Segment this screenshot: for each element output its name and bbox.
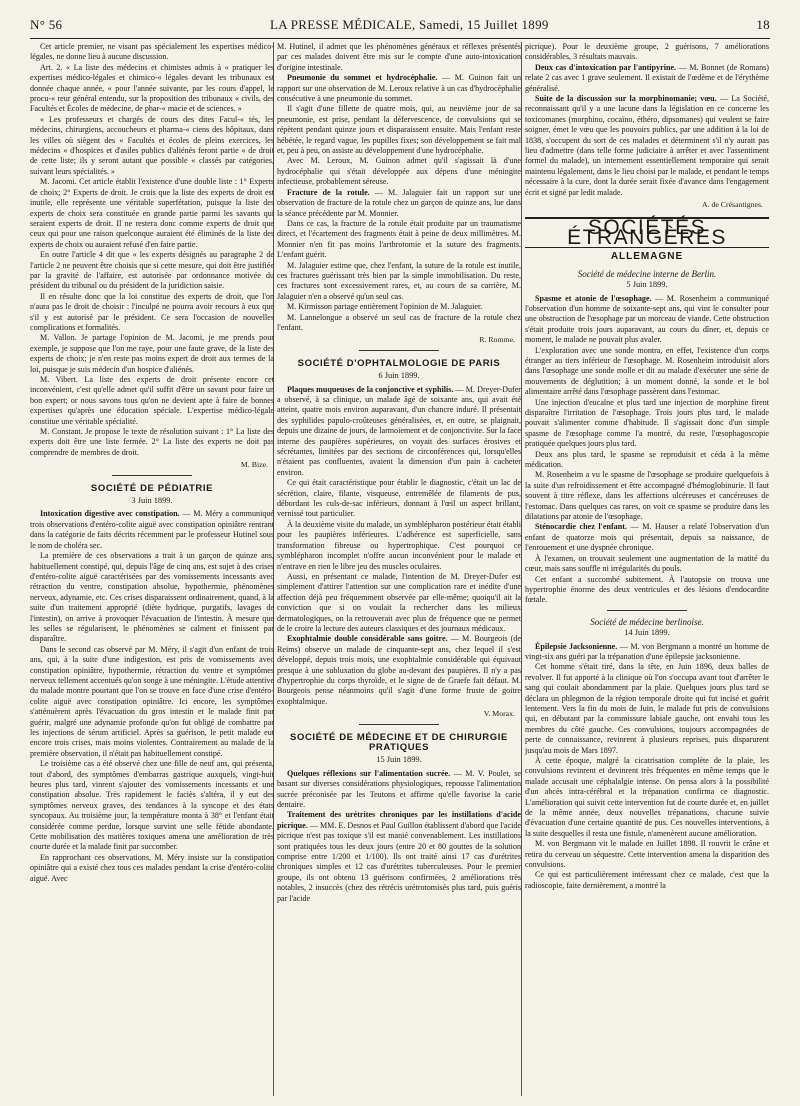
paragraph xyxy=(277,810,521,904)
article-title: Deux cas d'intoxication par l'antipyrine. xyxy=(535,62,677,72)
paragraph xyxy=(277,634,521,707)
paragraph: M. Lannelongue a observé un seul cas de fracture de la rotule chez l'enfant. xyxy=(277,312,521,332)
paragraph xyxy=(277,73,521,104)
page-number: 18 xyxy=(756,17,770,32)
article-text: — M. Guinon fait un rapport sur une observation de M. Leroux relative à un cas d'hydrocéphalie consécutive à une pneumonie du sommet. xyxy=(277,73,521,104)
article-title: Exophtalmie double considérable sans goitre. xyxy=(287,634,448,644)
signature: V. Morax. xyxy=(483,709,515,719)
paragraph: M. Jacomi. Cet article établit l'existence d'une double liste : 1° Experts de choix; 2° Experts de droit. Je crois que la liste des experts de droit est inutile, elle représente une véritable superfétation, puisque la liste des experts de choix sera constituée en grande partie parmi les savants qui seraient experts de droit. Il ne restera donc comme experts de droit que ceux qui pour une raison quelconque auraient été éliminés de la liste des experts de choix ou auraient refusé d'en faire partie. xyxy=(30,177,274,249)
paragraph: Le troisième cas a été observé chez une fille de neuf ans, qui présenta, tout d'abord, des symptômes d'embarras gastrique auxquels, vingt-huit heures plus tard, vinrent s'ajouter des vomissements incessants et une constipation absolue. Très rapidement le faciès s'altéra, il y eut des symptômes nerveux graves, des tendances à la syncope et des états syncopaux. Au troisième jour, la température monta à 38° et l'enfant était considérée comme perdue, lorsque survint une selle fétide abondante. Cette mobilisation des matières toxiques amena une amélioration de très courte durée et la malade finit par succomber. xyxy=(30,759,274,852)
article-text: — M. von Bergmann a montré un homme de vingt-six ans guéri par la trépanation d'une épilepsie jacksonienne. xyxy=(525,641,769,661)
separator xyxy=(359,724,439,725)
paragraph: En outre l'article 4 dit que « les experts désignés au paragraphe 2 de l'article 2 ne peuvent être choisis que si cette mesure, qui doit être justifiée par la gravité de l'affaire, est autorisée par ordonnance motivée du président du tribunal ou du président de la juridiction saisie. xyxy=(30,250,274,291)
paragraph: picrique). Pour le deuxième groupe, 2 guérisons, 7 améliorations considérables, 3 résultats mauvais. xyxy=(525,42,769,62)
article-title: Traitement des urétrites chroniques par les instillations d'acide picrique. xyxy=(277,810,521,830)
paragraph xyxy=(525,642,769,663)
article-text: — M. Jalaguier fait un rapport sur une observation de fracture de la rotule chez un garçon de quinze ans, lue dans la séance précédente par M. Monnier. xyxy=(277,187,521,218)
article-title: Sténocardie chez l'enfant. xyxy=(535,522,627,532)
paragraph: M. Vallon. Je partage l'opinion de M. Jacomi, je me prends pour exemple, je suppose que l'on me raye, pour une faute grave, de la liste des experts de choix; je n'en reste pas moins expert de droit aux termes de la loi, puisque je suis médecin d'un hospice d'aliénés. xyxy=(30,333,274,374)
article-text: — M. Rosenheim a communiqué l'observation d'un homme de soixante-sept ans, qui vint le consulter pour une obstruction de l'œsophage par un morceau de viande. Cette obstruction s'était produite trois jours auparavant, au cours du dîner, et, depuis ce moment, le malade ne pouvait plus avaler. xyxy=(525,293,769,345)
section-date: 3 Juin 1899. xyxy=(131,496,173,506)
paragraph: Ce qui est particulièrement intéressant chez ce malade, c'est que la radioscopie, faite dernièrement, a montré la xyxy=(525,870,769,890)
section-date: 14 Juin 1899. xyxy=(624,628,670,638)
paragraph: Art. 2. « La liste des médecins et chimistes admis à « pratiquer les expertises médico-légales et chimico-« légales devant les tribunaux est donnée chaque année, « pour l'année suivante, par les cours d'appel, le procu-« reur général entendu, sur la proposition des tribunaux « civils, des Facultés et Écoles de médecine, de phar-« macie et de sciences. » xyxy=(30,62,274,114)
paragraph xyxy=(525,522,769,553)
section-title: SOCIÉTÉ DE PÉDIATRIE xyxy=(90,482,214,494)
section-date: 5 Juin 1899. xyxy=(626,280,668,290)
column-1 xyxy=(30,42,274,1094)
signature: M. Bize. xyxy=(240,460,268,470)
paragraph: Aussi, en présentant ce malade, l'intention de M. Dreyer-Dufer est simplement d'attirer l'attention sur une complication rare et inédite d'une affection déjà peu fréquemment observée par elle-même; quoiqu'il ait la conviction que si on voulait la rechercher dans les milieux dermatologiques, on la retrouverait avec plus de fréquence que ne permet de le croire la lecture des auteurs classiques et des journaux médicaux. xyxy=(277,571,521,633)
paragraph xyxy=(277,188,521,219)
article-text: — MM. E. Desnos et Paul Guillon établissent d'abord que l'acide picrique n'est pas toxique s'il est manié convenablement. Les instillations sont pratiquées tous les deux jours (entre 20 et 80 gouttes de la solution comprise entre 1/200 et 1/100). Ils ont traité ainsi 17 cas d'urétrites chroniques simples et 12 cas d'urétrites tuberculeuses. Pour le premier groupe, ils ont obtenu 13 guérisons confirmées, 2 améliorations très notables, 2 insuccès (chez des rétrécis urétrotomisés plus tard, puis guéris par l'acide xyxy=(277,820,521,903)
section-date: 6 Juin 1899. xyxy=(378,371,420,381)
article-text: — M. Bonnet (de Romans) relate 2 cas avec 1 grave seulement. Il existait de l'œdème et de l'érythème généralisé. xyxy=(525,62,769,93)
paragraph xyxy=(277,385,521,479)
header-rule xyxy=(30,38,770,39)
article-text: — M. Dreyer-Dufer a observé, à sa clinique, un malade âgé de soixante ans, qui avait été atteint, quatre mois environ auparavant, d'un chancre induré. Il présentait des syphilides papulo-croûteuses généralisées, et, en outre, se plaignait, depuis une dizaine de jours, de larmoiement et de conjonctivite. Sur la face interne des paupières supérieures, on voyait des surfaces érosives et sécrétantes, limitées par des sections de circonférences qui, lorsqu'elles n'étaient pas confluentes, avaient la dimension d'un pain à cacheter environ. xyxy=(277,384,521,477)
paragraph: Ce qui était caractéristique pour établir le diagnostic, c'était un lac de sécrétion, claire, filante, visqueuse, entremêlée de filaments de pus, débordant les culs-de-sac inférieurs, donnant à l'œil un aspect brillant, vernissé tout particulier. xyxy=(277,478,521,519)
society-name: Société de médecine berlinoise. xyxy=(590,616,704,627)
article-text: — M. Bourgeois (de Reims) observe un malade de cinquante-sept ans, chez lequel il s'est développé, depuis trois mois, une exophtalmie considérable qui équivaut presque à une subluxation du globe au-devant des paupières. Il n'y a pas d'hypertrophie du corps thyroïde, et le signe de de Graefe fait défaut. M. Bourgeois pense néanmoins qu'il s'agit d'une forme fruste de goitre exophtalmique. xyxy=(277,634,521,706)
article-text: — La Société, reconnaissant qu'il y a une lacune dans la législation en ce concerne les toxicomanes (morphino, cocaïno, éthéro, dipsomanes) qui veulent se faire soigner, émet le vœu que les pouvoirs publics, par une addition à la loi de 1838, s'occupent du sort de ces malades et déterminent s'il n'y aurait pas lieu d'admettre (dans telle forme judiciaire à arrêter et avec l'assentiment formel du malade), un internement essentiellement temporaire qui serait maintenu légalement, dans le lieu choisi par le malade, et pendant le temps nécessaire à la cure, dont la durée serait fixée d'avance dans l'engagement écrit et signé par ledit malade. xyxy=(525,94,769,197)
article-text: — M. V. Poulet, se basant sur diverses considérations physiologiques, repousse l'alimentation sucrée préconisée par les Teutons et affirme qu'elle favorise la carie dentaire. xyxy=(277,768,521,810)
paragraph: À l'examen, on trouvait seulement une augmentation de la matité du cœur, mais sans souffle ni irrégularités du pouls. xyxy=(525,553,769,574)
paragraph xyxy=(525,63,769,94)
page-header xyxy=(30,14,770,36)
signature: A. de Crésantignes. xyxy=(701,200,763,210)
paragraph: À la deuxième visite du malade, un symblépharon postérieur était établi pour les paupières inférieures. L'adhérence est superficielle, sans transformation fibreuse ou hypertrophique. C'est pourquoi ce symblépharon incomplet n'offre aucun inconvénient pour le malade et n'entrave en rien le libre jeu des muscles oculaires. xyxy=(277,519,521,571)
column-2 xyxy=(277,42,521,1094)
paragraph: M. Jalaguier estime que, chez l'enfant, la suture de la rotule est inutile, ces fractures guérissant très bien par la simple immobilisation. Du reste, ces fractures sont excessivement rares, et, au cours de sa carrière, M. Jalaguier n'en a observé qu'un seul cas. xyxy=(277,260,521,301)
paragraph: Il s'agit d'une fillette de quatre mois, qui, au neuvième jour de sa pneumonie, est prise, pendant la défervescence, de convulsions qui se répètent pendant quinze jours et disparaissent ensuite. Mais l'enfant reste hébétée, le regard vague, les pupilles fixes; son développement se fait mal et, peu à peu, on assiste au développement d'une hydrocéphalie. xyxy=(277,104,521,156)
paragraph: Une injection d'eucaïne et plus tard une injection de morphine firent disparaître l'irritation de l'œsophage. Trois jours plus tard, le malade pouvait s'alimenter comme d'habitude. Il s'agissait donc d'un simple spasme de l'œsophage comme l'a montré, du reste, l'œsophagoscopie pratiquée quelques jours plus tard. xyxy=(525,397,769,449)
article-text: — M. Hauser a relaté l'observation d'un enfant de quatorze mois qui présentait, depuis sa naissance, de l'enrouement et une dyspnée chronique. xyxy=(525,522,769,553)
paragraph: Cet enfant a succombé subitement. À l'autopsie on trouva une hypertrophie énorme des deux ventricules et des lésions d'endocardite fœtale. xyxy=(525,574,769,605)
paragraph: En rapprochant ces observations, M. Méry insiste sur la constipation opiniâtre qui a existé chez tous ces malades pendant la crise d'entéro-colite aiguë. Avec xyxy=(30,852,274,883)
separator xyxy=(607,610,687,611)
column-3 xyxy=(525,42,769,1094)
paragraph: « Les professeurs et chargés de cours des dites Facul-« tés, les médecins, chirurgiens, accoucheurs et pharma-« ciens des hôpitaux, dans les villes où siègent des « Facultés et écoles de pleins exercices, les médecins « d'hospices et d'asiles publics d'aliénés feront partie « de droit de cette liste; ils y seront autant que possible « classés par catégories, suivant leurs spécialités. » xyxy=(30,114,274,176)
paragraph: M. Constant. Je propose le texte de résolution suivant : 1° La liste des experts doit être une liste fermée. 2° La liste des experts ne doit pas comprendre de membres de droit. xyxy=(30,427,274,457)
paragraph xyxy=(30,509,274,551)
separator xyxy=(359,350,439,351)
signature: R. Romme. xyxy=(479,335,515,345)
article-title: Suite de la discussion sur la morphinomanie; vœu. xyxy=(535,94,717,104)
paragraph xyxy=(525,94,769,198)
paragraph: Cet article premier, ne visant pas spécialement les expertises médico-légales, ne donne lieu à aucune discussion. xyxy=(30,42,274,62)
article-title: Épilepsie Jacksonienne. xyxy=(535,641,618,651)
issue-number: N° 56 xyxy=(30,17,63,32)
paragraph: M. Vibert. La liste des experts de droit présente encore cet inconvénient, c'est qu'elle admet qu'il suffit d'être un savant pour faire un bon expert; or nous savons tous qu'on ne devient apte à faire de bonnes expertises qu'après une éducation spéciale. L'expertise médico-légale constitue une véritable spécialité. xyxy=(30,375,274,426)
paragraph: À cette époque, malgré la cicatrisation complète de la plaie, les convulsions revinrent et devinrent très fréquentes en même temps que le malade accusait une céphalalgie intense. On pensa alors à la possibilité d'un abcès intra-cérébral et la trépanation confirma ce diagnostic. L'amélioration qui suivit cette intervention fut de courte durée et, en juillet de la même année, deux nouvelles trépanations, chacune suivie d'évacuation d'une certaine quantité de pus. Ces nouvelles interventions, à la suite desquelles il resta une fistule, n'amenèrent aucune amélioration. xyxy=(525,756,769,838)
paragraph: Il en résulte donc que la loi constitue des experts de droit, que l'on n'aura pas le droit de choisir : l'inculpé ne pourra avoir recours à eux que s'il y est autorisé par le président. Ce sera l'occasion de nouvelles complications et formalités. xyxy=(30,291,274,332)
paragraph: L'exploration avec une sonde montra, en effet, l'existence d'un corps étranger au tiers inférieur de l'œsophage. M. Rosenheim introduisit alors dans l'œsophage une sonde molle et dit au malade d'exécuter une série de mouvements de déglutition; à un moment donné, la sonde et le bol alimentaire arrêté dans l'œsophage passèrent dans l'estomac. xyxy=(525,345,769,397)
separator xyxy=(112,475,192,476)
paragraph: Dans ce cas, la fracture de la rotule était produite par un traumatisme direct, et l'écartement des fragments était à peine de deux millimètres. M. Monnier n'en fit pas moins l'arthrotomie et la suture des fragments. L'enfant guérit. xyxy=(277,218,521,260)
paragraph: Deux ans plus tard, le spasme se reproduisit et céda à la même médication. xyxy=(525,449,769,470)
section-banner: SOCIÉTÉS ÉTRANGÈRES xyxy=(525,217,769,249)
paragraph: M. Rosenheim a vu le spasme de l'œsophage se produire quelquefois à la suite d'un refroidissement et être accompagné d'hémoglobinurie. Il faut souvent à titre réflexe, dans les affections ulcéreuses et cancéreuses de l'estomac. Dans quelques cas rares, on voit ce spasme se produire dans les dilatations par atonie de l'œsophage. xyxy=(525,470,769,522)
paragraph: M. von Bergmann vit le malade en Juillet 1898. Il rouvrit le crâne et retira du cerveau un séquestre. Cette intervention amena la disparition des convulsions. xyxy=(525,839,769,870)
article-text: — M. Méry a communiqué trois observations d'entéro-colite aiguë avec constipation opiniâtre rentrant dans la catégorie de faits décrits récemment par le professeur Hutinel sous le nom de choléra sec. xyxy=(30,509,274,550)
article-title: Spasme et atonie de l'œsophage. xyxy=(535,293,652,303)
paragraph: Dans le second cas observé par M. Méry, il s'agit d'un enfant de trois ans, qui, à la suite d'une indigestion, est pris de vomissements avec constipation opiniâtre, hypothermie, rétraction du ventre et symptômes nerveux tellement accentués qu'on songe à une méningite. L'étude attentive du malade montre pourtant que l'on se trouve en face d'une crise d'entéro-colite aiguë avec constipation opiniâtre. Ici encore, les symptômes s'atténuèrent après l'évacuation du gros intestin et le malade finit par guérir, malgré une adynamie profonde qu'on fut obligé de combattre par les injections de sérum artificiel. Après sa guérison, le petit malade eut encore trois crises, mais moins violentes. Contrairement au malade de la première observation, il n'était pas habituellement constipé. xyxy=(30,644,274,758)
article-title: Fracture de la rotule. xyxy=(287,187,370,197)
paragraph: Cet homme s'était tiré, dans la tête, en Juin 1896, deux balles de revolver. Il fut apporté à la clinique où l'on s'occupa avant tout d'arrêter le sang qui coulait abondamment par la plaie. Quelques jours plus tard se déclara un phlegmon de la région temporale droite qui fut incisé et guérit lentement. Vers la fin du mois de Juin, le malade fut pris de convulsions qui, en débutant par la commissure labiale gauche, ont envahi tous les membres du côté gauche. Ces convulsions, toujours accompagnées de perte de connaissance, revinrent à plusieurs reprises, puis disparurent jusqu'au mois de Mars 1897. xyxy=(525,662,769,755)
paragraph xyxy=(525,294,769,346)
section-title: SOCIÉTÉ D'OPHTALMOLOGIE DE PARIS xyxy=(297,357,501,369)
paragraph: Avec M. Leroux, M. Guinon admet qu'il s'agissait là d'une hydrocéphalie qui s'était développée aux dépens d'une méningite infectieuse, probablement séreuse. xyxy=(277,156,521,187)
column-divider xyxy=(521,42,522,1096)
article-title: Quelques réflexions sur l'alimentation sucrée. xyxy=(287,768,451,778)
article-title: Pneumonie du sommet et hydrocéphalie. xyxy=(287,73,438,83)
section-date: 15 Juin 1899. xyxy=(376,755,422,765)
paragraph: M. Kirmisson partage entièrement l'opinion de M. Jalaguier. xyxy=(287,302,483,312)
paragraph xyxy=(277,769,521,811)
country-heading: ALLEMAGNE xyxy=(610,251,684,263)
article-title: Intoxication digestive avec constipation. xyxy=(40,509,180,519)
paragraph: M. Hutinel, il admet que les phénomènes généraux et réflexes présentés par ces malades doivent être mis sur le compte d'une auto-intoxication d'origine intestinale. xyxy=(277,42,521,72)
paragraph: La première de ces observations a trait à un garçon de quinze ans, habituellement constipé, qui, depuis l'âge de cinq ans, est sujet à des crises d'entéro-colite aiguë caractérisées par des vomissements incessants avec rétraction du ventre, constipation absolue, hypothermie, phénomènes nerveux, adynamie, etc. Ces crises disparaissent ordinairement, quand, à la suite d'un traitement approprié (diète hydrique, purgatifs, lavages de l'intestin), on arrive à provoquer l'évacuation de l'intestin. À mesure que les selles se régularisent, le phénomènes se calment et finissent par disparaître. xyxy=(30,551,274,644)
journal-title: LA PRESSE MÉDICALE, Samedi, 15 Juillet 1899 xyxy=(270,17,549,32)
section-title: SOCIÉTÉ DE MÉDECINE ET DE CHIRURGIE PRATIQUES xyxy=(290,731,508,753)
article-title: Plaques muqueuses de la conjonctive et syphilis. xyxy=(287,384,454,394)
society-name: Société de médecine interne de Berlin. xyxy=(577,268,717,279)
